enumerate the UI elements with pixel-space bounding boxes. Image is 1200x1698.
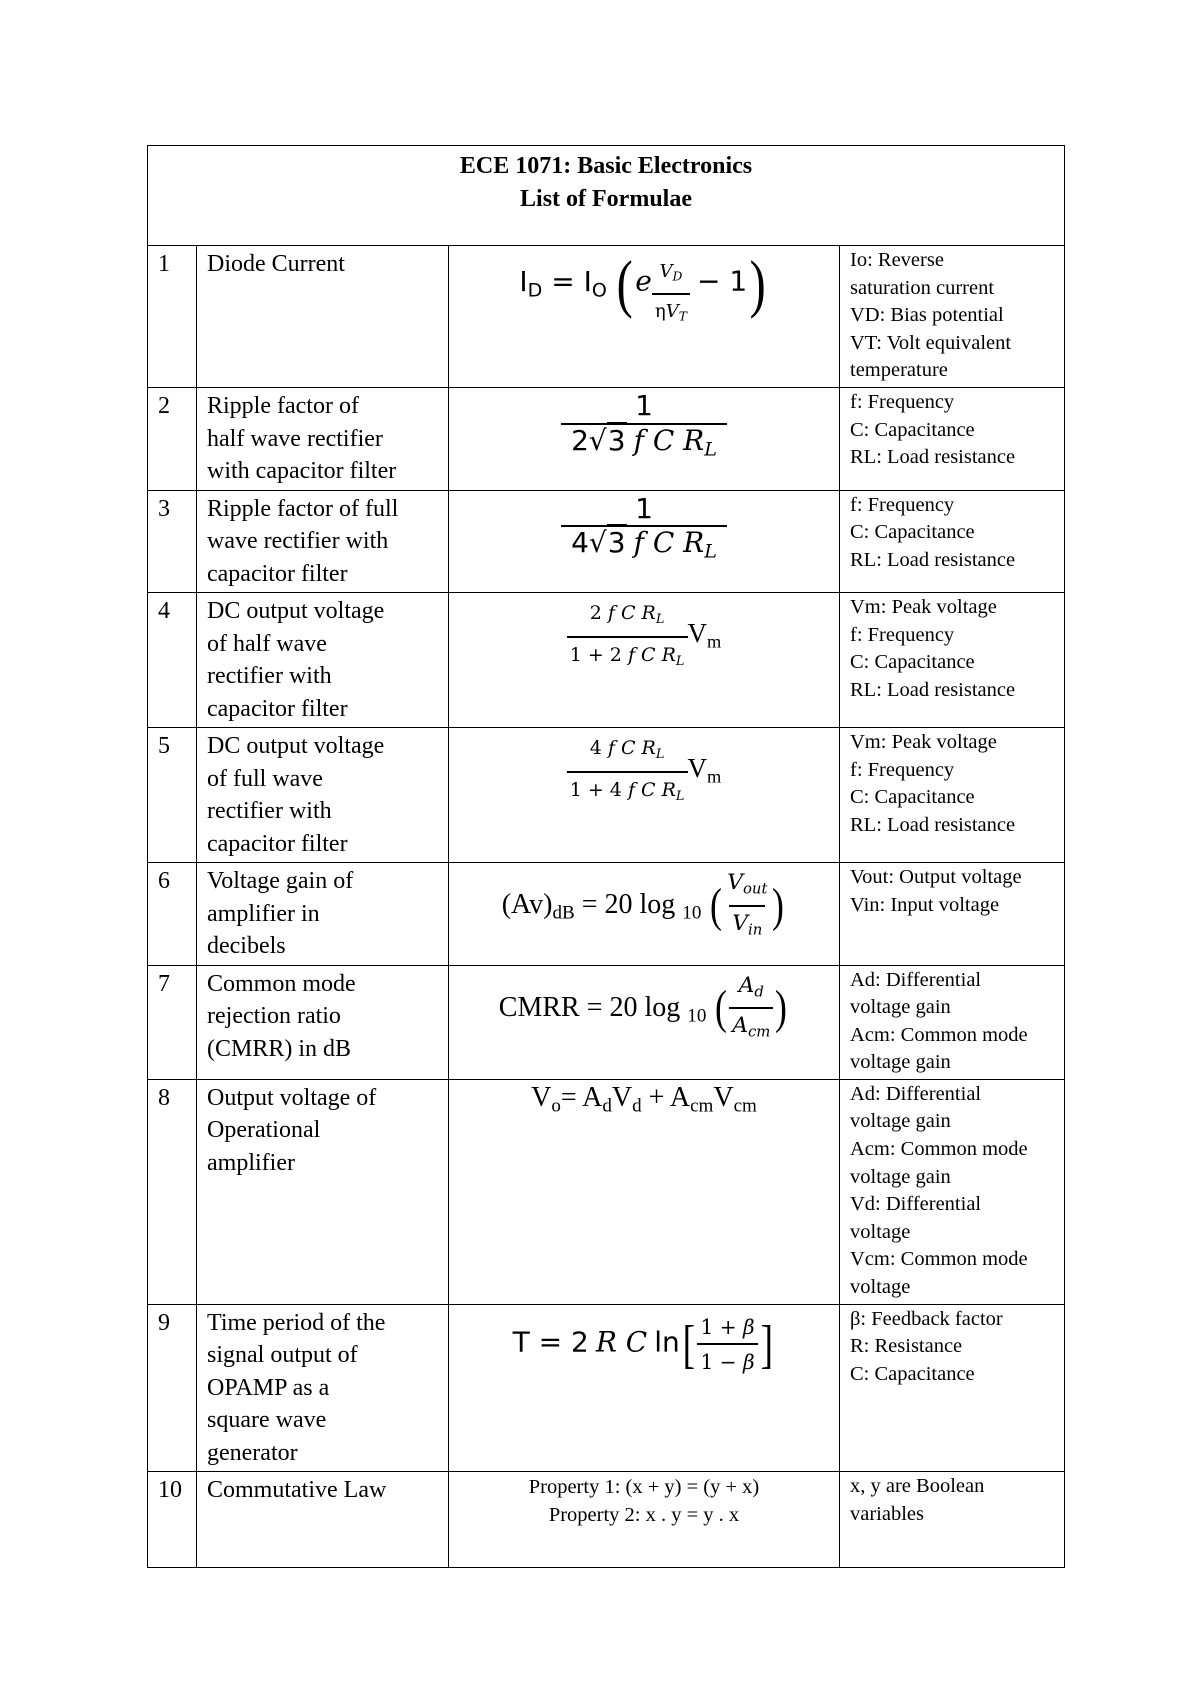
row-notes bbox=[840, 388, 1065, 491]
desc-line: Operational bbox=[207, 1117, 321, 1144]
desc-line: half wave rectifier bbox=[207, 425, 383, 452]
note-line: Ad: Differential bbox=[850, 1082, 982, 1105]
row-description bbox=[197, 490, 449, 593]
row-number: 7 bbox=[148, 965, 197, 1079]
note-line: RL: Load resistance bbox=[850, 678, 1016, 701]
desc-line: amplifier bbox=[207, 1149, 295, 1176]
row-description bbox=[197, 388, 449, 491]
note-line: Acm: Common mode bbox=[850, 1138, 1028, 1161]
list-title: List of Formulae bbox=[520, 185, 692, 212]
table-row bbox=[148, 490, 1065, 593]
row-description bbox=[197, 593, 449, 728]
desc-line: OPAMP as a bbox=[207, 1374, 330, 1401]
diode-current-formula: $I_D = I_O$ (e $^{\frac{V_D}{\eta V_T}}$ − 1) bbox=[519, 252, 768, 333]
note-line: f: Frequency bbox=[850, 493, 955, 516]
table-row bbox=[148, 1304, 1065, 1472]
desc-line: capacitor filter bbox=[207, 695, 348, 722]
desc-line: Ripple factor of full bbox=[207, 495, 399, 522]
table-row bbox=[148, 1079, 1065, 1304]
table-row bbox=[148, 965, 1065, 1079]
row-description bbox=[197, 246, 449, 388]
desc-line: Diode Current bbox=[207, 251, 345, 277]
note-line: Vcm: Common mode bbox=[850, 1248, 1028, 1271]
formula-table bbox=[147, 145, 1065, 1568]
course-title: ECE 1071: Basic Electronics bbox=[459, 153, 753, 179]
cmrr-formula: CMRR = 20 log $_{10}$ ( $\frac{A_d}{A_{cm}}$ ) bbox=[499, 970, 789, 1049]
row-description bbox=[197, 1472, 449, 1568]
row-description bbox=[197, 863, 449, 966]
note-line: C: Capacitance bbox=[850, 521, 975, 544]
desc-line: Ripple factor of bbox=[207, 393, 359, 419]
row-formula bbox=[449, 965, 840, 1079]
note-line: variables bbox=[850, 1502, 924, 1525]
note-line: f: Frequency bbox=[850, 623, 955, 646]
row-number: 8 bbox=[148, 1079, 197, 1304]
note-line: RL: Load resistance bbox=[850, 446, 1016, 469]
desc-line: decibels bbox=[207, 933, 286, 959]
row-number: 1 bbox=[148, 246, 197, 388]
row-notes bbox=[840, 728, 1065, 863]
note-line: Vm: Peak voltage bbox=[850, 596, 997, 618]
row-formula bbox=[449, 1472, 840, 1568]
note-line: Ad: Differential bbox=[850, 968, 982, 991]
note-line: Vin: Input voltage bbox=[850, 893, 1000, 916]
desc-line: Time period of the bbox=[207, 1309, 386, 1336]
row-notes bbox=[840, 965, 1065, 1079]
note-line: C: Capacitance bbox=[850, 1362, 975, 1385]
row-notes bbox=[840, 1079, 1065, 1304]
row-number: 6 bbox=[148, 863, 197, 966]
note-line: Vm: Peak voltage bbox=[850, 731, 997, 753]
desc-line: DC output voltage bbox=[207, 598, 385, 624]
property-line: Property 2: x . y = y . x bbox=[548, 1503, 740, 1526]
table-row bbox=[148, 863, 1065, 966]
table-row bbox=[148, 1472, 1065, 1568]
row-number: 9 bbox=[148, 1304, 197, 1472]
desc-line: capacitor filter bbox=[207, 560, 348, 587]
desc-line: Output voltage of bbox=[207, 1084, 377, 1111]
note-line: β: Feedback factor bbox=[850, 1307, 1003, 1330]
desc-line: amplifier in bbox=[207, 900, 320, 927]
table-row bbox=[148, 593, 1065, 728]
note-line: voltage bbox=[850, 1276, 911, 1299]
title-row bbox=[148, 146, 1065, 246]
note-line: C: Capacitance bbox=[850, 418, 975, 441]
desc-line: of half wave bbox=[207, 630, 327, 657]
desc-line: rectifier with bbox=[207, 798, 332, 824]
row-formula bbox=[449, 863, 840, 966]
note-line: f: Frequency bbox=[850, 391, 955, 413]
desc-line: (CMRR) in dB bbox=[207, 1035, 352, 1062]
note-line: voltage gain bbox=[850, 1051, 951, 1074]
note-line: Io: Reverse bbox=[850, 249, 944, 271]
note-line: C: Capacitance bbox=[850, 786, 975, 809]
row-notes bbox=[840, 1304, 1065, 1472]
voltage-gain-formula: $(Av)_{dB} = 20$ log $_{10}$ ( $\frac{V_{out}}{V_{in}}$ ) bbox=[502, 867, 787, 946]
note-line: R: Resistance bbox=[850, 1335, 963, 1358]
note-line: voltage gain bbox=[850, 1110, 951, 1133]
desc-line: of full wave bbox=[207, 765, 323, 792]
row-notes bbox=[840, 246, 1065, 388]
row-description bbox=[197, 1304, 449, 1472]
note-line: x, y are Boolean bbox=[850, 1475, 985, 1498]
row-number: 3 bbox=[148, 490, 197, 593]
desc-line: Commutative Law bbox=[207, 1477, 387, 1504]
desc-line: wave rectifier with bbox=[207, 528, 389, 554]
note-line: VT: Volt equivalent bbox=[850, 331, 1012, 354]
desc-line: generator bbox=[207, 1439, 298, 1466]
row-formula bbox=[449, 593, 840, 728]
note-line: voltage gain bbox=[850, 1165, 951, 1188]
row-notes bbox=[840, 593, 1065, 728]
note-line: RL: Load resistance bbox=[850, 548, 1016, 571]
note-line: f: Frequency bbox=[850, 758, 955, 781]
desc-line: square wave bbox=[207, 1407, 327, 1434]
row-formula bbox=[449, 1304, 840, 1472]
desc-line: rejection ratio bbox=[207, 1003, 341, 1029]
row-formula bbox=[449, 490, 840, 593]
note-line: Vd: Differential bbox=[850, 1193, 982, 1216]
table-row bbox=[148, 246, 1065, 388]
row-number: 10 bbox=[148, 1472, 197, 1568]
desc-line: with capacitor filter bbox=[207, 458, 397, 484]
desc-line: capacitor filter bbox=[207, 830, 348, 857]
note-line: temperature bbox=[850, 359, 948, 382]
note-line: Acm: Common mode bbox=[850, 1023, 1028, 1046]
row-formula bbox=[449, 1079, 840, 1304]
note-line: VD: Bias potential bbox=[850, 304, 1004, 327]
desc-line: rectifier with bbox=[207, 663, 332, 689]
row-number: 4 bbox=[148, 593, 197, 728]
note-line: saturation current bbox=[850, 276, 995, 299]
table-row bbox=[148, 388, 1065, 491]
opamp-output-formula: $V_o= A_dV_d + A_{cm}V_{cm}$ bbox=[531, 1081, 757, 1117]
row-number: 2 bbox=[148, 388, 197, 491]
desc-line: Voltage gain of bbox=[207, 868, 354, 894]
row-notes bbox=[840, 863, 1065, 966]
ripple-half-formula: $\frac{1}{2√3 f C R_L}$ bbox=[561, 390, 727, 466]
row-formula bbox=[449, 728, 840, 863]
row-notes bbox=[840, 490, 1065, 593]
row-formula bbox=[449, 246, 840, 388]
note-line: C: Capacitance bbox=[850, 651, 975, 674]
dc-full-formula: $\frac{4 f C R_L}{1 + 4 f C R_L}$ $V_m$ bbox=[567, 732, 722, 814]
desc-line: Common mode bbox=[207, 970, 356, 997]
square-wave-period-formula: T = 2 R C ln[ $\frac{1 + \beta}{1 - \beta}$ ] bbox=[513, 1311, 776, 1379]
desc-line: signal output of bbox=[207, 1342, 358, 1369]
note-line: voltage gain bbox=[850, 996, 951, 1019]
title-cell bbox=[148, 146, 1065, 246]
row-formula bbox=[449, 388, 840, 491]
desc-line: DC output voltage bbox=[207, 733, 385, 759]
row-number: 5 bbox=[148, 728, 197, 863]
ripple-full-formula: $\frac{1}{4√3 f C R_L}$ bbox=[561, 493, 727, 569]
property-line: Property 1: (x + y) = (y + x) bbox=[528, 1476, 760, 1499]
note-line: RL: Load resistance bbox=[850, 813, 1016, 836]
table-row bbox=[148, 728, 1065, 863]
dc-half-formula: $\frac{2 f C R_L}{1 + 2 f C R_L}$ $V_m$ bbox=[567, 597, 722, 679]
note-line: Vout: Output voltage bbox=[850, 866, 1022, 888]
row-description bbox=[197, 1079, 449, 1304]
row-description bbox=[197, 965, 449, 1079]
row-description bbox=[197, 728, 449, 863]
note-line: voltage bbox=[850, 1220, 911, 1243]
row-notes bbox=[840, 1472, 1065, 1568]
